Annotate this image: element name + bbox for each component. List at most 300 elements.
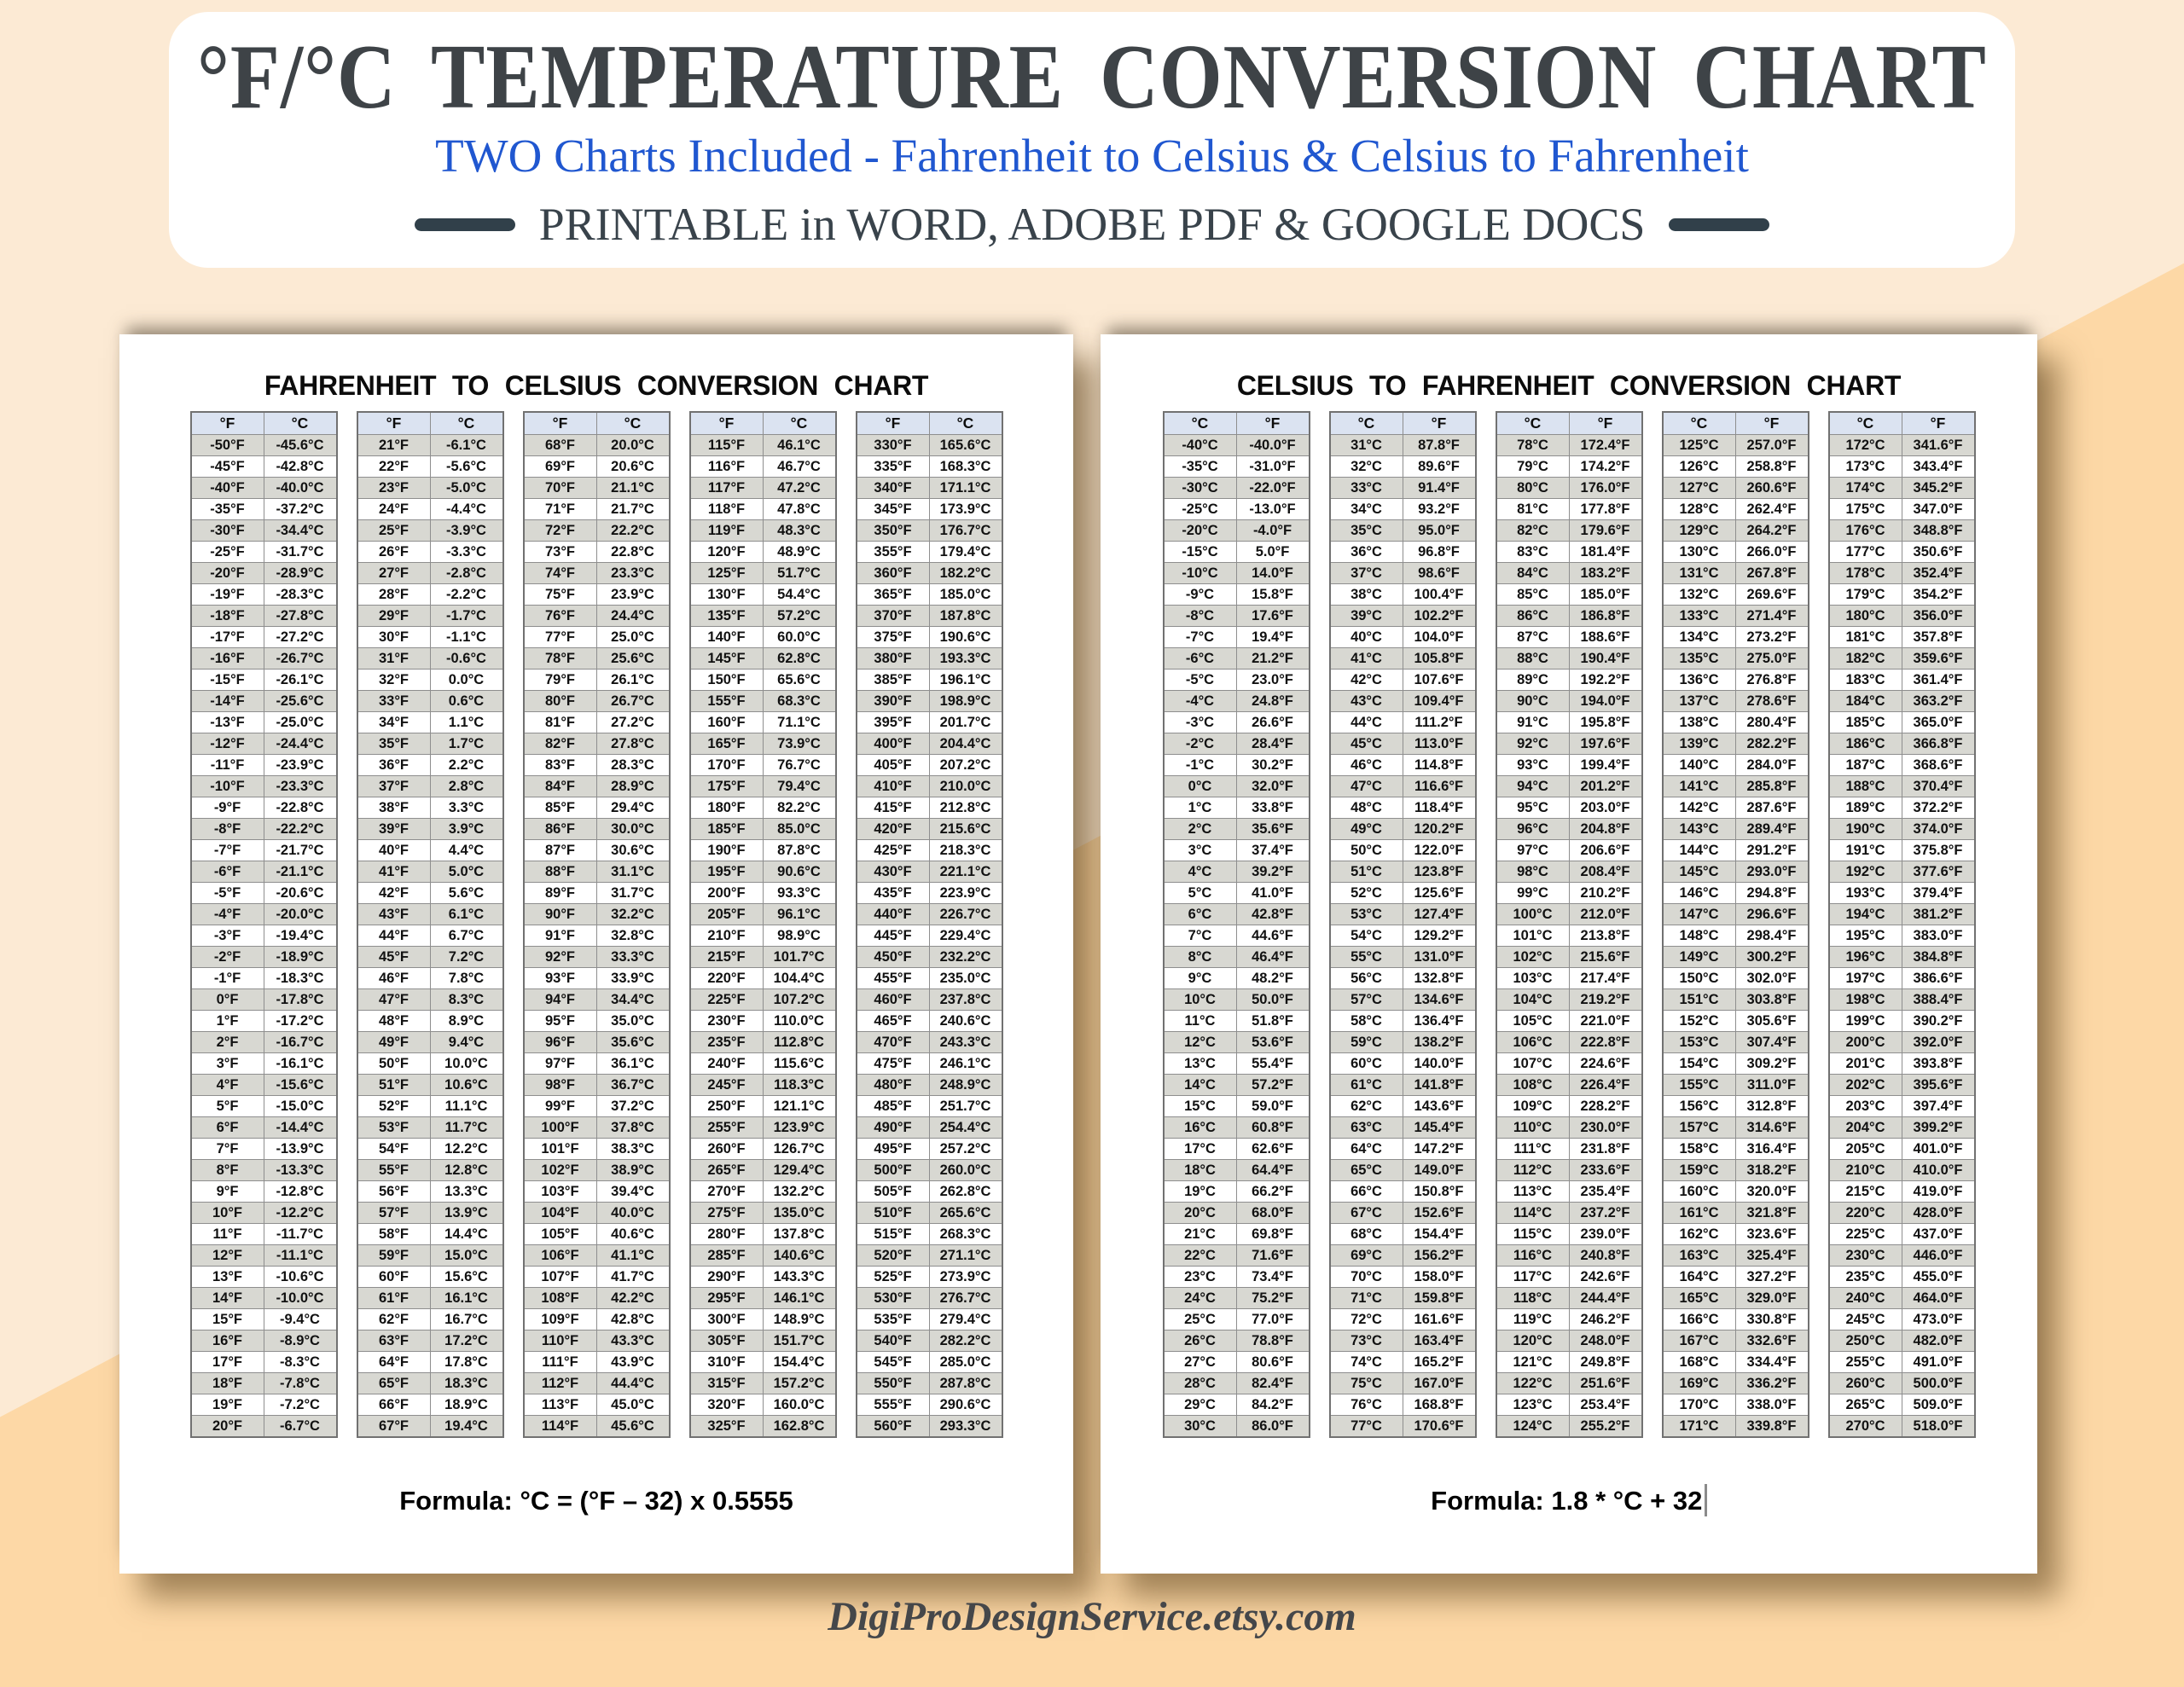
table-row <box>191 861 337 883</box>
temp-cell: 336.2°F <box>1735 1373 1809 1394</box>
table-row <box>1829 1181 1975 1203</box>
table-row <box>857 456 1002 478</box>
temp-cell: -28.3°C <box>264 584 337 606</box>
table-row <box>357 520 503 542</box>
table-row <box>1330 499 1476 520</box>
temp-cell: 11.7°C <box>430 1117 503 1139</box>
table-row <box>857 1117 1002 1139</box>
temp-cell: 165.2°F <box>1403 1352 1476 1373</box>
temp-cell: 14°C <box>1164 1075 1237 1096</box>
temp-cell: -13.9°C <box>264 1139 337 1160</box>
temp-cell: 26.7°C <box>596 691 670 712</box>
table-row <box>1663 797 1809 819</box>
table-row <box>191 1032 337 1053</box>
temp-cell: 89°F <box>524 883 597 904</box>
temp-cell: 32.0°F <box>1236 776 1310 797</box>
temp-cell: 302.0°F <box>1735 968 1809 989</box>
table-row <box>857 1288 1002 1309</box>
table-row <box>1663 648 1809 670</box>
table-row <box>524 1330 670 1352</box>
conversion-table <box>1828 411 1976 1438</box>
temp-cell: 393.8°F <box>1902 1053 1975 1075</box>
table-row <box>357 797 503 819</box>
table-row <box>524 1181 670 1203</box>
temp-cell: 138.2°F <box>1403 1032 1476 1053</box>
table-row <box>1496 1267 1642 1288</box>
temp-cell: -42.8°C <box>264 456 337 478</box>
table-row <box>1164 904 1310 925</box>
temp-cell: 3°F <box>191 1053 264 1075</box>
temp-cell: 365.0°F <box>1902 712 1975 733</box>
table-row <box>1330 947 1476 968</box>
temp-cell: 23°C <box>1164 1267 1237 1288</box>
table-row <box>191 1011 337 1032</box>
table-row <box>1663 456 1809 478</box>
table-row <box>1496 435 1642 456</box>
table-row <box>1330 1181 1476 1203</box>
temp-cell: 33.8°F <box>1236 797 1310 819</box>
table-row <box>524 733 670 755</box>
table-row <box>1330 1032 1476 1053</box>
temp-cell: 52°F <box>357 1096 431 1117</box>
table-row <box>1663 499 1809 520</box>
temp-cell: 248.0°F <box>1569 1330 1642 1352</box>
temp-cell: 388.4°F <box>1902 989 1975 1011</box>
temp-cell: 43.9°C <box>596 1352 670 1373</box>
temp-cell: 135°F <box>690 606 764 627</box>
temp-cell: 176.7°C <box>929 520 1002 542</box>
table-row <box>1829 1288 1975 1309</box>
temp-cell: 104°F <box>524 1203 597 1224</box>
temp-cell: 135°C <box>1663 648 1736 670</box>
table-row <box>1829 1203 1975 1224</box>
temp-cell: 262.8°C <box>929 1181 1002 1203</box>
table-row <box>690 435 836 456</box>
temp-cell: 305.6°F <box>1735 1011 1809 1032</box>
table-row <box>857 819 1002 840</box>
temp-cell: 110°F <box>524 1330 597 1352</box>
table-row <box>857 712 1002 733</box>
temp-cell: -10°F <box>191 776 264 797</box>
table-row <box>357 435 503 456</box>
table-row <box>1663 1245 1809 1267</box>
temp-cell: 240.6°C <box>929 1011 1002 1032</box>
temp-cell: 182.2°C <box>929 563 1002 584</box>
temp-cell: 16.7°C <box>430 1309 503 1330</box>
table-row <box>1829 1309 1975 1330</box>
temp-cell: 205°F <box>690 904 764 925</box>
temp-cell: 113°C <box>1496 1181 1570 1203</box>
temp-cell: -8°F <box>191 819 264 840</box>
temp-cell: -9.4°C <box>264 1309 337 1330</box>
temp-cell: 69°F <box>524 456 597 478</box>
temp-cell: 240°C <box>1829 1288 1902 1309</box>
temp-cell: 220°F <box>690 968 764 989</box>
table-row <box>524 1394 670 1416</box>
temp-cell: 136°C <box>1663 670 1736 691</box>
table-row <box>1496 1053 1642 1075</box>
temp-cell: 33°F <box>357 691 431 712</box>
temp-cell: 70°C <box>1330 1267 1403 1288</box>
table-row <box>690 1075 836 1096</box>
table-row <box>357 1117 503 1139</box>
temp-cell: 192°C <box>1829 861 1902 883</box>
temp-cell: 47°C <box>1330 776 1403 797</box>
table-row <box>1496 1416 1642 1438</box>
conversion-table <box>523 411 671 1438</box>
chart-title-f-to-c: FAHRENHEIT TO CELSIUS CONVERSION CHART <box>264 370 929 401</box>
temp-cell: 250°C <box>1829 1330 1902 1352</box>
table-row <box>524 456 670 478</box>
temp-cell: 279.4°C <box>929 1309 1002 1330</box>
temp-cell: 273.2°F <box>1735 627 1809 648</box>
temp-cell: -26.1°C <box>264 670 337 691</box>
temp-cell: -1°F <box>191 968 264 989</box>
temp-cell: 194.0°F <box>1569 691 1642 712</box>
column-header: °C <box>929 412 1002 435</box>
temp-cell: 145°C <box>1663 861 1736 883</box>
temp-cell: 98°C <box>1496 861 1570 883</box>
temp-cell: 50°F <box>357 1053 431 1075</box>
table-row <box>1330 797 1476 819</box>
temp-cell: -45.6°C <box>264 435 337 456</box>
temp-cell: 137.8°C <box>763 1224 836 1245</box>
conversion-table <box>1662 411 1809 1438</box>
temp-cell: 520°F <box>857 1245 930 1267</box>
temp-cell: 470°F <box>857 1032 930 1053</box>
temp-cell: 245°F <box>690 1075 764 1096</box>
temp-cell: 36.1°C <box>596 1053 670 1075</box>
table-row <box>524 627 670 648</box>
temp-cell: 111.2°F <box>1403 712 1476 733</box>
temp-cell: 169°C <box>1663 1373 1736 1394</box>
table-row <box>524 1309 670 1330</box>
temp-cell: -6.7°C <box>264 1416 337 1438</box>
temp-cell: -16.1°C <box>264 1053 337 1075</box>
temp-cell: 65°F <box>357 1373 431 1394</box>
table-row <box>191 1096 337 1117</box>
temp-cell: 78°F <box>524 648 597 670</box>
table-row <box>357 499 503 520</box>
temp-cell: 142°C <box>1663 797 1736 819</box>
table-row <box>1663 435 1809 456</box>
temp-cell: 383.0°F <box>1902 925 1975 947</box>
table-row <box>1330 733 1476 755</box>
table-row <box>857 1160 1002 1181</box>
temp-cell: 22°C <box>1164 1245 1237 1267</box>
temp-cell: 80.6°F <box>1236 1352 1310 1373</box>
table-row <box>1164 840 1310 861</box>
temp-cell: 156.2°F <box>1403 1245 1476 1267</box>
temp-cell: -19.4°C <box>264 925 337 947</box>
temp-cell: 73.9°C <box>763 733 836 755</box>
temp-cell: -0.6°C <box>430 648 503 670</box>
table-row <box>1496 1181 1642 1203</box>
table-row <box>1164 648 1310 670</box>
temp-cell: 66°C <box>1330 1181 1403 1203</box>
temp-cell: 445°F <box>857 925 930 947</box>
temp-cell: 78°C <box>1496 435 1570 456</box>
temp-cell: 265°C <box>1829 1394 1902 1416</box>
temp-cell: 166°C <box>1663 1309 1736 1330</box>
table-row <box>1829 819 1975 840</box>
table-row <box>857 733 1002 755</box>
temp-cell: 253.4°F <box>1569 1394 1642 1416</box>
temp-cell: 475°F <box>857 1053 930 1075</box>
temp-cell: 395°F <box>857 712 930 733</box>
temp-cell: 354.2°F <box>1902 584 1975 606</box>
temp-cell: 29.4°C <box>596 797 670 819</box>
table-row <box>191 563 337 584</box>
temp-cell: 11°C <box>1164 1011 1237 1032</box>
temp-cell: -21.7°C <box>264 840 337 861</box>
table-row <box>1330 819 1476 840</box>
temp-cell: 46.4°F <box>1236 947 1310 968</box>
temp-cell: 0.0°C <box>430 670 503 691</box>
temp-cell: 14.0°F <box>1236 563 1310 584</box>
table-row <box>857 883 1002 904</box>
temp-cell: 82.4°F <box>1236 1373 1310 1394</box>
temp-cell: 276.7°C <box>929 1288 1002 1309</box>
temp-cell: 33°C <box>1330 478 1403 499</box>
table-row <box>1496 1330 1642 1352</box>
table-row <box>690 883 836 904</box>
header-banner <box>169 12 2015 268</box>
temp-cell: 10.0°C <box>430 1053 503 1075</box>
table-row <box>1496 499 1642 520</box>
temp-cell: 25.6°C <box>596 648 670 670</box>
table-row <box>357 456 503 478</box>
temp-cell: 74°F <box>524 563 597 584</box>
table-row <box>690 1288 836 1309</box>
table-row <box>690 1139 836 1160</box>
temp-cell: 21.7°C <box>596 499 670 520</box>
temp-cell: 51.8°F <box>1236 1011 1310 1032</box>
temp-cell: 41.0°F <box>1236 883 1310 904</box>
table-row <box>1330 1352 1476 1373</box>
temp-cell: 392.0°F <box>1902 1032 1975 1053</box>
temp-cell: 17.8°C <box>430 1352 503 1373</box>
table-row <box>690 1394 836 1416</box>
temp-cell: 515°F <box>857 1224 930 1245</box>
table-row <box>1330 542 1476 563</box>
temp-cell: 42°C <box>1330 670 1403 691</box>
temp-cell: -15°F <box>191 670 264 691</box>
table-row <box>1164 1075 1310 1096</box>
temp-cell: 186.8°F <box>1569 606 1642 627</box>
temp-cell: 25°F <box>357 520 431 542</box>
table-row <box>1663 989 1809 1011</box>
temp-cell: 300°F <box>690 1309 764 1330</box>
table-row <box>1829 1117 1975 1139</box>
temp-cell: 115°F <box>690 435 764 456</box>
temp-cell: -2°F <box>191 947 264 968</box>
table-row <box>857 670 1002 691</box>
temp-cell: 248.9°C <box>929 1075 1002 1096</box>
temp-cell: 185°F <box>690 819 764 840</box>
table-row <box>1663 563 1809 584</box>
table-row <box>690 1160 836 1181</box>
table-row <box>191 904 337 925</box>
temp-cell: -10°C <box>1164 563 1237 584</box>
temp-cell: 270°C <box>1829 1416 1902 1438</box>
table-row <box>1663 755 1809 776</box>
temp-cell: 310°F <box>690 1352 764 1373</box>
table-row <box>1164 456 1310 478</box>
temp-cell: 162°C <box>1663 1224 1736 1245</box>
temp-cell: -35°C <box>1164 456 1237 478</box>
table-row <box>1164 1267 1310 1288</box>
temp-cell: 68°F <box>524 435 597 456</box>
temp-cell: -15.0°C <box>264 1096 337 1117</box>
temp-cell: 61°C <box>1330 1075 1403 1096</box>
temp-cell: 104°C <box>1496 989 1570 1011</box>
temp-cell: 260°F <box>690 1139 764 1160</box>
table-row <box>191 584 337 606</box>
temp-cell: 47.8°C <box>763 499 836 520</box>
temp-cell: 315°F <box>690 1373 764 1394</box>
temp-cell: 152°C <box>1663 1011 1736 1032</box>
temp-cell: -6.1°C <box>430 435 503 456</box>
temp-cell: 293.3°C <box>929 1416 1002 1438</box>
table-row <box>1330 968 1476 989</box>
temp-cell: 83°C <box>1496 542 1570 563</box>
table-row <box>357 989 503 1011</box>
table-row <box>1663 1032 1809 1053</box>
temp-cell: 45.0°C <box>596 1394 670 1416</box>
temp-cell: 338.0°F <box>1735 1394 1809 1416</box>
table-row <box>1164 797 1310 819</box>
table-row <box>1829 1267 1975 1288</box>
table-row <box>191 797 337 819</box>
temp-cell: 53°C <box>1330 904 1403 925</box>
column-header: °F <box>1902 412 1975 435</box>
temp-cell: 269.6°F <box>1735 584 1809 606</box>
temp-cell: 345.2°F <box>1902 478 1975 499</box>
temp-cell: 3.9°C <box>430 819 503 840</box>
temp-cell: 221.1°C <box>929 861 1002 883</box>
table-row <box>857 1011 1002 1032</box>
temp-cell: 119°F <box>690 520 764 542</box>
temp-cell: 93.3°C <box>763 883 836 904</box>
table-row <box>1164 1330 1310 1352</box>
temp-cell: 230°C <box>1829 1245 1902 1267</box>
table-row <box>357 670 503 691</box>
temp-cell: 118.3°C <box>763 1075 836 1096</box>
temp-cell: 245°C <box>1829 1309 1902 1330</box>
temp-cell: 490°F <box>857 1117 930 1139</box>
temp-cell: 56°F <box>357 1181 431 1203</box>
table-row <box>690 1373 836 1394</box>
temp-cell: 285.8°F <box>1735 776 1809 797</box>
table-row <box>1330 904 1476 925</box>
temp-cell: 265°F <box>690 1160 764 1181</box>
table-row <box>690 947 836 968</box>
temp-cell: 150.8°F <box>1403 1181 1476 1203</box>
temp-cell: -40°C <box>1164 435 1237 456</box>
temp-cell: 505°F <box>857 1181 930 1203</box>
table-row <box>857 542 1002 563</box>
table-row <box>857 520 1002 542</box>
table-row <box>357 563 503 584</box>
table-row <box>1330 1053 1476 1075</box>
table-row <box>191 606 337 627</box>
temp-cell: 225°C <box>1829 1224 1902 1245</box>
table-row <box>1164 1373 1310 1394</box>
temp-cell: 1°F <box>191 1011 264 1032</box>
temp-cell: 82.2°C <box>763 797 836 819</box>
temp-cell: 22°F <box>357 456 431 478</box>
temp-cell: 112°C <box>1496 1160 1570 1181</box>
temp-cell: 196°C <box>1829 947 1902 968</box>
table-row <box>1496 1117 1642 1139</box>
temp-cell: 34°F <box>357 712 431 733</box>
temp-cell: 30.2°F <box>1236 755 1310 776</box>
temp-cell: 62.8°C <box>763 648 836 670</box>
table-row <box>524 819 670 840</box>
table-row <box>524 883 670 904</box>
table-row <box>191 1330 337 1352</box>
temp-cell: 26.6°F <box>1236 712 1310 733</box>
temp-cell: 51°C <box>1330 861 1403 883</box>
temp-cell: 11°F <box>191 1224 264 1245</box>
table-row <box>1330 691 1476 712</box>
table-row <box>191 542 337 563</box>
temp-cell: 7°C <box>1164 925 1237 947</box>
temp-cell: 150°F <box>690 670 764 691</box>
table-row <box>524 968 670 989</box>
temp-cell: 71°F <box>524 499 597 520</box>
table-row <box>1164 1416 1310 1438</box>
temp-cell: 210.0°C <box>929 776 1002 797</box>
temp-cell: 339.8°F <box>1735 1416 1809 1438</box>
temp-cell: 24°C <box>1164 1288 1237 1309</box>
table-row <box>690 1181 836 1203</box>
temp-cell: 480°F <box>857 1075 930 1096</box>
temp-cell: 85°F <box>524 797 597 819</box>
temp-cell: 40°C <box>1330 627 1403 648</box>
temp-cell: -9°C <box>1164 584 1237 606</box>
temp-cell: 20.0°C <box>596 435 670 456</box>
table-row <box>1663 861 1809 883</box>
temp-cell: 22.2°C <box>596 520 670 542</box>
table-row <box>357 904 503 925</box>
temp-cell: 59.0°F <box>1236 1096 1310 1117</box>
table-row <box>1496 1160 1642 1181</box>
table-row <box>690 520 836 542</box>
temp-cell: -10.6°C <box>264 1267 337 1288</box>
table-row <box>191 520 337 542</box>
table-row <box>1496 947 1642 968</box>
temp-cell: 105.8°F <box>1403 648 1476 670</box>
table-row <box>191 1139 337 1160</box>
temp-cell: 196.1°C <box>929 670 1002 691</box>
temp-cell: 303.8°F <box>1735 989 1809 1011</box>
table-row <box>1663 1373 1809 1394</box>
table-row <box>524 776 670 797</box>
table-row <box>524 1139 670 1160</box>
table-row <box>1663 883 1809 904</box>
temp-cell: 100.4°F <box>1403 584 1476 606</box>
temp-cell: 271.1°C <box>929 1245 1002 1267</box>
temp-cell: 60.8°F <box>1236 1117 1310 1139</box>
temp-cell: 294.8°F <box>1735 883 1809 904</box>
temp-cell: 230°F <box>690 1011 764 1032</box>
temp-cell: 244.4°F <box>1569 1288 1642 1309</box>
temp-cell: 201°C <box>1829 1053 1902 1075</box>
temp-cell: 174°C <box>1829 478 1902 499</box>
table-row <box>1829 1352 1975 1373</box>
